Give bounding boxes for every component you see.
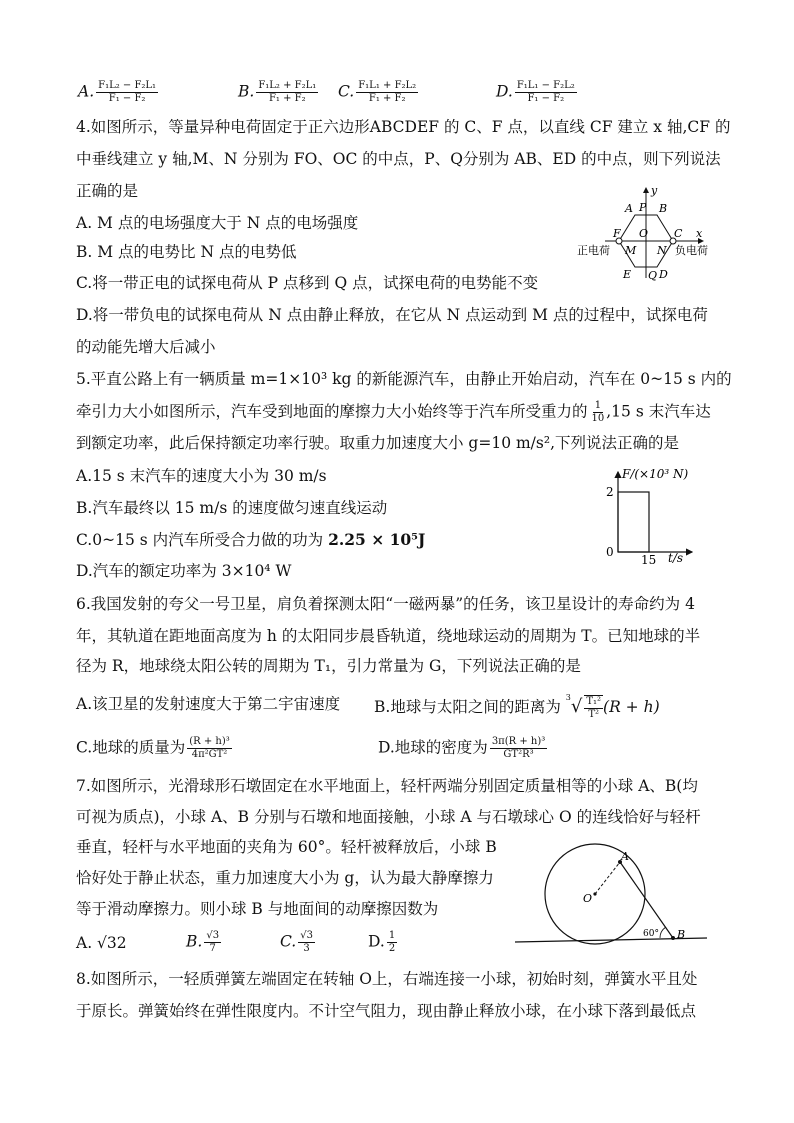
q7-option-c: C. $\frac{√3}{3}$ <box>280 930 313 954</box>
label-E: E <box>623 268 632 281</box>
q6-stem-line-3: 径为 R，地球绕太阳公转的周期为 T₁，引力常量为 G，下列说法正确的是 <box>76 657 581 675</box>
q8-stem-line-1: 8.如图所示，一轻质弹簧左端固定在转轴 O上，右端连接一小球，初始时刻，弹簧水平且处 <box>76 970 698 988</box>
negative-charge-label: 负电荷 <box>675 244 708 257</box>
label-O: O <box>583 892 593 905</box>
q3-d-numerator: F₁L₁ − F₂L₂ <box>516 80 575 91</box>
q7-option-d: D. $\frac{1}{2}$ <box>368 930 396 954</box>
q7-stem-line-4: 恰好处于静止状态，重力加速度大小为 g，认为最大静摩擦力 <box>76 869 494 887</box>
fig-y-label: y <box>651 184 658 197</box>
label-F: F <box>613 227 621 240</box>
q3-option-d: D. $\frac{\text{F₁L₁ − F₂L₂}}{\text{F₁ − F₂}}$ <box>496 80 575 104</box>
q7-c-numerator: √3 <box>300 930 313 941</box>
q4-option-b: B. M 点的电势比 N 点的电势低 <box>76 243 297 261</box>
q6-b-numerator: T₁² <box>586 696 602 708</box>
q6-c-denominator: 4π²GT² <box>191 749 228 760</box>
q6-stem-line-1: 6.我国发射的夸父一号卫星，肩负着探测太阳“一磁两暴”的任务，该卫星设计的寿命约为 4 <box>76 595 695 613</box>
q3-option-c: C. $\frac{\text{F₁L₁ + F₂L₂}}{\text{F₁ + F₂}}$ <box>338 80 417 104</box>
angle-label: 60° <box>643 929 659 939</box>
label-A: A <box>625 202 633 215</box>
q6-cube-root-index: 3 <box>565 693 571 702</box>
q6-d-numerator: 3π(R + h)³ <box>491 736 546 747</box>
q7-b-numerator: √3 <box>206 930 220 941</box>
q7-b-denominator: 7 <box>209 943 216 954</box>
q3-a-denominator: F₁ − F₂ <box>108 93 146 104</box>
q3-c-denominator: F₁ + F₂ <box>368 93 406 104</box>
q5-stem-line-1: 5.平直公路上有一辆质量 m=1×10³ kg 的新能源汽车，由静止开始启动，汽车在 0~15 s 内的 <box>76 370 732 388</box>
q3-b-denominator: F₁ + F₂ <box>268 93 306 104</box>
q3-b-numerator: F₁L₂ + F₂L₁ <box>258 80 317 91</box>
q7-option-a: A. √32 <box>76 934 127 952</box>
label-B: B <box>659 202 668 215</box>
tick-label-origin: 0 <box>606 545 614 559</box>
q5-frac-numerator: 1 <box>594 400 602 411</box>
q5-force-time-chart <box>600 466 710 564</box>
tick-label-x-15: 15 <box>641 553 657 564</box>
label-P: P <box>639 201 647 214</box>
q7-stone-rod-figure <box>515 838 715 948</box>
q7-option-b: B. $\frac{√3}{7}$ <box>186 930 220 954</box>
q5-stem-line-3: 到额定功率，此后保持额定功率行驶。取重力加速度大小 g=10 m/s²,下列说法正确的是 <box>76 434 680 452</box>
fig-x-label: x <box>696 227 703 240</box>
q4-option-c: C.将一带正电的试探电荷从 P 点移到 Q 点，试探电荷的电势能不变 <box>76 274 539 292</box>
q6-b-denominator: T² <box>588 709 600 721</box>
q3-option-b: B. $\frac{\text{F₁L₂ + F₂L₁}}{\text{F₁ + F₂}}$ <box>238 80 317 104</box>
q4-stem-line-2: 中垂线建立 y 轴,M、N 分别为 FO、OC 的中点，P、Q分别为 AB、ED 的中点，则下列说法 <box>76 150 721 168</box>
label-Q: Q <box>648 269 658 282</box>
q4-option-a: A. M 点的电场强度大于 N 点的电场强度 <box>76 214 359 232</box>
q3-option-a: A. $\frac{\text{F₁L₂ − F₂L₁}}{\text{F₁ − F₂}}$ <box>78 80 157 104</box>
label-N: N <box>657 244 667 257</box>
ball-B <box>671 936 675 940</box>
label-O: O <box>639 227 649 240</box>
q6-option-b: B.地球与太阳之间的距离为 $^3$√ $\frac{\text{T₁²}}{\text{T²}}$ (R + h) <box>374 693 660 721</box>
positive-charge-label: 正电荷 <box>577 244 610 257</box>
chart-y-label: F/(×10³ N) <box>622 467 689 481</box>
q7-c-denominator: 3 <box>303 943 310 954</box>
label-B: B <box>677 928 686 941</box>
q5-option-d: D.汽车的额定功率为 3×10⁴ W <box>76 562 292 580</box>
q7-stem-line-2: 可视为质点)，小球 A、B 分别与石墩和地面接触，小球 A 与石墩球心 O 的连线恰好与轻杆 <box>76 808 701 826</box>
force-step-line <box>618 492 649 552</box>
q6-option-c: C.地球的质量为 $\frac{\text{(R + h)³}}{\text{4π²GT²}}$ <box>76 736 230 760</box>
q6-d-denominator: GT²R³ <box>503 749 534 760</box>
q8-stem-line-2: 于原长。弹簧始终在弹性限度内。不计空气阻力，现由静止释放小球，在小球下落到最低点 <box>76 1002 697 1020</box>
q6-c-numerator: (R + h)³ <box>189 736 230 747</box>
q7-d-denominator: 2 <box>388 943 396 954</box>
q5-option-c: C.0~15 s 内汽车所受合力做的功为 2.25 × 10⁵J <box>76 530 426 549</box>
q5-option-c-value: 2.25 × 10⁵J <box>328 530 426 549</box>
label-A: A <box>621 850 629 863</box>
q3-d-denominator: F₁ − F₂ <box>527 93 565 104</box>
q5-option-a: A.15 s 末汽车的速度大小为 30 m/s <box>76 467 327 485</box>
q5-option-b: B.汽车最终以 15 m/s 的速度做匀速直线运动 <box>76 499 388 517</box>
q7-stem-line-1: 7.如图所示，光滑球形石墩固定在水平地面上，轻杆两端分别固定质量相等的小球 A、B(均 <box>76 777 698 795</box>
q6-option-a: A.该卫星的发射速度大于第二宇宙速度 <box>76 695 341 713</box>
q4-stem-line-3: 正确的是 <box>76 182 139 200</box>
q6-stem-line-2: 年，其轨道在距地面高度为 h 的太阳同步晨昏轨道，绕地球运动的周期为 T。已知地球的半 <box>76 627 701 645</box>
chart-x-label: t/s <box>668 551 684 564</box>
q4-option-d-line-2: 的动能先增大后减小 <box>76 338 216 356</box>
q4-hexagon-figure <box>575 182 715 284</box>
label-D: D <box>659 268 668 281</box>
q7-stem-line-3: 垂直，轻杆与水平地面的夹角为 60°。轻杆被释放后，小球 B <box>76 838 497 856</box>
angle-arc <box>660 927 666 938</box>
q5-stem-line-2: 牵引力大小如图所示，汽车受到地面的摩擦力大小始终等于汽车所受重力的 $\frac{1}{10}$ ,15 s 末汽车达 <box>76 400 711 424</box>
q4-stem-line-1: 4.如图所示，等量异种电荷固定于正六边形ABCDEF 的 C、F 点，以直线 CF 建立 x 轴,CF 的 <box>76 118 731 136</box>
label-M: M <box>625 244 637 257</box>
tick-label-y-2: 2 <box>606 485 614 499</box>
light-rod <box>620 862 673 938</box>
q6-option-d: D.地球的密度为 $\frac{\text{3π(R + h)³}}{\text{GT²R³}}$ <box>378 736 546 760</box>
q5-frac-denominator: 10 <box>591 413 605 424</box>
q6-root-sign: √ <box>570 696 583 718</box>
q7-d-numerator: 1 <box>388 930 396 941</box>
label-C: C <box>674 227 683 240</box>
q3-c-numerator: F₁L₁ + F₂L₂ <box>358 80 417 91</box>
q4-option-d-line-1: D.将一带负电的试探电荷从 N 点由静止释放，在它从 N 点运动到 M 点的过程中，试探电荷 <box>76 306 708 324</box>
q7-stem-line-5: 等于滑动摩擦力。则小球 B 与地面间的动摩擦因数为 <box>76 900 439 918</box>
q3-a-numerator: F₁L₂ − F₂L₁ <box>98 80 157 91</box>
OA-dashed-line <box>595 862 620 894</box>
